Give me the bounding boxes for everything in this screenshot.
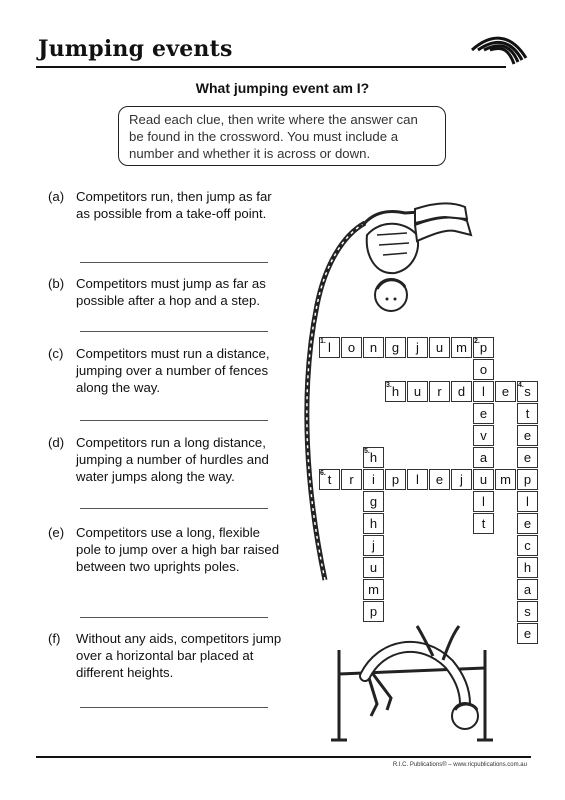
clue-label: (e) — [48, 525, 65, 540]
answer-line-f[interactable] — [80, 707, 268, 708]
crossword-clue-number: 3. — [386, 382, 392, 389]
crossword-cell[interactable]: h — [363, 513, 384, 534]
crossword-cell[interactable]: p — [385, 469, 406, 490]
crossword-cell[interactable]: l — [473, 491, 494, 512]
crossword-cell[interactable]: p — [473, 337, 494, 358]
crossword-cell[interactable]: o — [341, 337, 362, 358]
crossword-cell[interactable]: g — [363, 491, 384, 512]
crossword-cell[interactable]: e — [517, 623, 538, 644]
crossword-cell[interactable]: m — [363, 579, 384, 600]
clue-text: Competitors run, then jump as far as possible from a take-off point. — [76, 189, 272, 221]
crossword-cell[interactable]: i — [363, 469, 384, 490]
footer-divider — [36, 756, 531, 758]
crossword-cell[interactable]: l — [407, 469, 428, 490]
crossword-cell[interactable]: a — [473, 447, 494, 468]
footer-credit: R.I.C. Publications® – www.ricpublications.com.au — [392, 762, 527, 768]
clue-label: (f) — [48, 631, 61, 646]
page-title: Jumping events — [38, 36, 233, 62]
clue-label: (c) — [48, 346, 64, 361]
crossword-cell[interactable]: m — [495, 469, 516, 490]
crossword-clue-number: 5. — [364, 448, 370, 455]
crossword-cell[interactable]: t — [319, 469, 340, 490]
clue-text: Competitors must jump as far as possible after a hop and a step. — [76, 276, 266, 308]
crossword-cell[interactable]: m — [451, 337, 472, 358]
answer-line-e[interactable] — [80, 617, 268, 618]
crossword-cell[interactable]: t — [473, 513, 494, 534]
answer-line-d[interactable] — [80, 508, 268, 509]
crossword-clue-number: 4. — [518, 382, 524, 389]
answer-line-a[interactable] — [80, 262, 268, 263]
crossword-cell[interactable]: e — [517, 447, 538, 468]
crossword-cell[interactable]: j — [451, 469, 472, 490]
crossword-cell[interactable]: s — [517, 601, 538, 622]
crossword-cell[interactable]: u — [429, 337, 450, 358]
instructions-box: Read each clue, then write where the answer can be found in the crossword. You must include a number and whether it is across or down. — [118, 106, 446, 166]
swoosh-logo-icon — [470, 28, 530, 68]
clue-text: Competitors must run a distance, jumping over a number of fences along the way. — [76, 346, 270, 395]
crossword-cell[interactable]: j — [363, 535, 384, 556]
clue-label: (b) — [48, 276, 65, 291]
crossword-cell[interactable]: e — [473, 403, 494, 424]
answer-line-c[interactable] — [80, 420, 268, 421]
crossword-cell[interactable]: v — [473, 425, 494, 446]
clue-label: (d) — [48, 435, 65, 450]
crossword-cell[interactable]: o — [473, 359, 494, 380]
crossword-clue-number: 2. — [474, 338, 480, 345]
clue-label: (a) — [48, 189, 65, 204]
crossword-cell[interactable]: r — [341, 469, 362, 490]
clue-text: Competitors run a long distance, jumping a number of hurdles and water jumps along the way. — [76, 435, 269, 484]
crossword-cell[interactable]: u — [473, 469, 494, 490]
crossword-cell[interactable]: s — [517, 381, 538, 402]
high-jump-icon — [325, 620, 500, 745]
crossword-cell[interactable]: l — [517, 491, 538, 512]
crossword-cell[interactable]: e — [429, 469, 450, 490]
worksheet-subtitle: What jumping event am I? — [195, 80, 370, 96]
crossword-clue-number: 6. — [320, 470, 326, 477]
crossword-cell[interactable]: r — [429, 381, 450, 402]
crossword-cell[interactable]: l — [473, 381, 494, 402]
crossword-cell[interactable]: h — [517, 557, 538, 578]
crossword-cell[interactable]: j — [407, 337, 428, 358]
crossword-cell[interactable]: g — [385, 337, 406, 358]
crossword-cell[interactable]: h — [363, 447, 384, 468]
crossword-cell[interactable]: u — [407, 381, 428, 402]
crossword-cell[interactable]: p — [363, 601, 384, 622]
crossword-cell[interactable]: n — [363, 337, 384, 358]
crossword-cell[interactable]: e — [495, 381, 516, 402]
crossword-cell[interactable]: l — [319, 337, 340, 358]
crossword-cell[interactable]: t — [517, 403, 538, 424]
crossword-cell[interactable]: h — [385, 381, 406, 402]
answer-line-b[interactable] — [80, 331, 268, 332]
crossword-cell[interactable]: d — [451, 381, 472, 402]
clue-text: Competitors use a long, flexible pole to jump over a high bar raised between two uprights poles. — [76, 525, 280, 574]
crossword-cell[interactable]: p — [517, 469, 538, 490]
crossword-cell[interactable]: c — [517, 535, 538, 556]
crossword-cell[interactable]: e — [517, 425, 538, 446]
crossword-cell[interactable]: u — [363, 557, 384, 578]
clue-text: Without any aids, competitors jump over a horizontal bar placed at different heights. — [76, 631, 282, 680]
crossword-clue-number: 1. — [320, 338, 326, 345]
crossword-cell[interactable]: a — [517, 579, 538, 600]
title-divider — [36, 66, 506, 68]
crossword-cell[interactable]: e — [517, 513, 538, 534]
